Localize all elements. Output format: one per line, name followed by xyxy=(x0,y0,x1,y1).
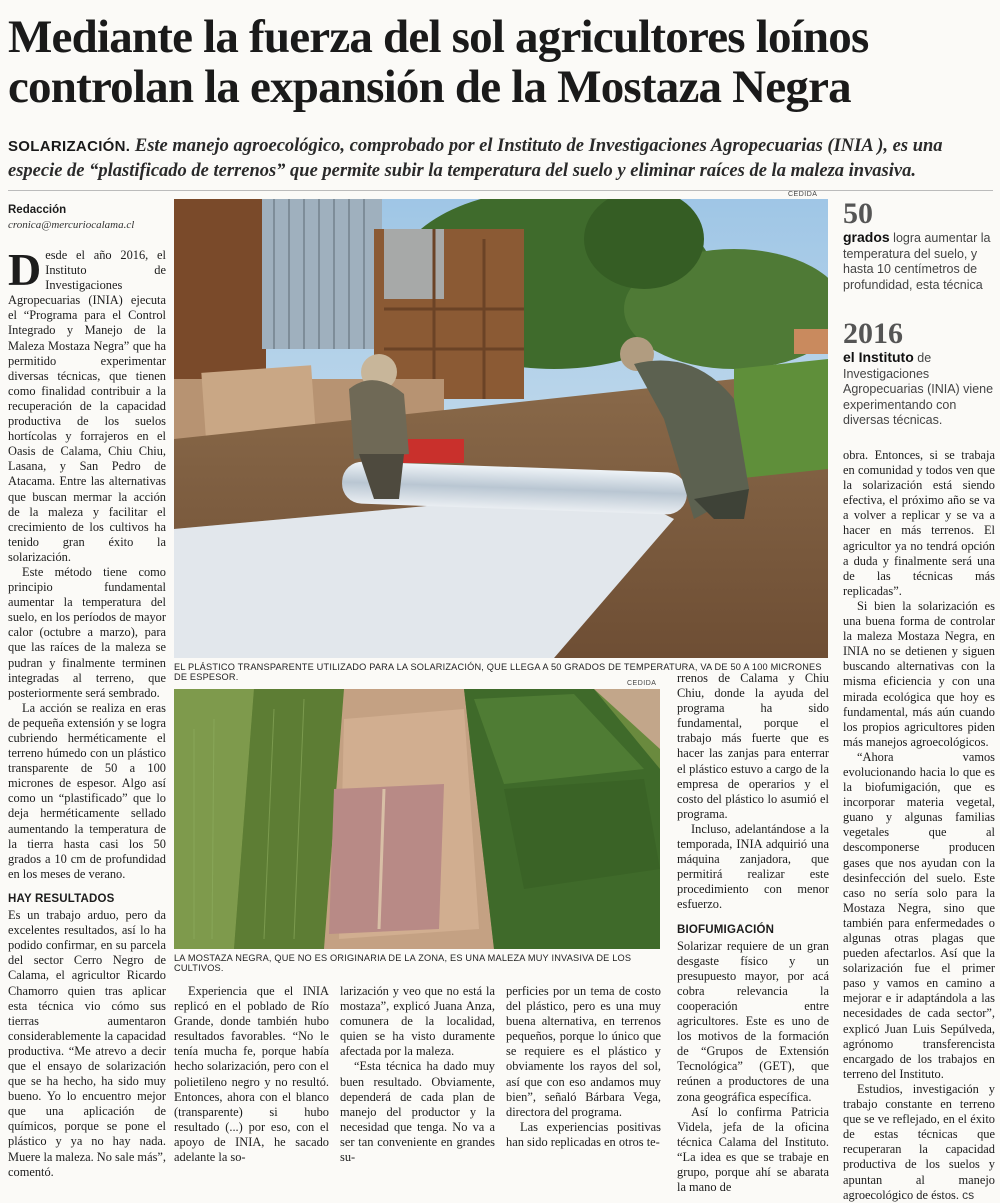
byline-name: Redacción xyxy=(8,204,67,216)
byline-email: cronica@mercuriocalama.cl xyxy=(8,219,135,231)
paragraph: Este método tiene como principio fundamental aumentar la temperatura del suelo, en los períodos de mayor calor (octubre a marzo), para que las raíces de la maleza se pudran y finalmente terminen integradas al terreno, que posteriormente será sembrado. xyxy=(8,564,166,700)
stat-text xyxy=(843,230,995,293)
photo2-caption: LA MOSTAZA NEGRA, QUE NO ES ORIGINARIA DE LA ZONA, ES UNA MALEZA MUY INVASIVA DE LOS CULTIVOS. xyxy=(174,953,632,973)
stat-body: de Investigaciones Agropecuarias (INIA) viene experimentando con diversas técnicas. xyxy=(843,351,994,427)
stat-lead: el Instituto xyxy=(843,349,914,365)
paragraph: Experiencia que el INIA replicó en el poblado de Río Grande, donde también hubo resultados favorables. “No le tenía mucha fe, porque había hecho solarización, pero con el polietileno negro y no resultó. Entonces, ahora con el blanco (transparente) si hubo resultado (...) por eso, con el apoyo de INIA, he sacado adelante la so- xyxy=(174,984,329,1165)
paragraph: rrenos de Calama y Chiu Chiu, donde la ayuda del programa ha sido fundamental, porque el trabajo más fuerte que es hacer las zanjas para enterrar el plástico estuvo a cargo de la empresa de operarios y el costo del plástico lo asumió el programa. xyxy=(677,671,829,821)
paragraph xyxy=(843,1082,995,1203)
stat-box-2016 xyxy=(843,318,995,429)
drop-cap: D xyxy=(8,244,42,295)
deck-text: Este manejo agroecológico, comprobado por el Instituto de Investigaciones Agropecuarias (INIA ), es una especie de “plastificado de terrenos” que permite subir la temperatura del suelo y eliminar raíces de la maleza invasiva. xyxy=(8,136,943,181)
subhead-resultados: HAY RESULTADOS xyxy=(8,892,115,905)
header-rule xyxy=(8,190,993,191)
photo1-caption: EL PLÁSTICO TRANSPARENTE UTILIZADO PARA LA SOLARIZACIÓN, QUE LLEGA A 50 GRADOS DE TEMPERATURA, VA DE 50 A 100 MICRONES DE ESPESOR. xyxy=(174,662,822,682)
paragraph-text: esde el año 2016, el Instituto de Investigaciones Agropecuarias (INIA) ejecuta el “Programa para el Control Integrado y Manejo de la Maleza Mostaza Negra” que ha permitido experimentar diversas técnicas, que tienen como finalidad contribuir a la recuperación de la capacidad productiva de los suelos hortícolas y forrajeros en el Oasis de Calama, Chiu Chiu, Lasana, y San Pedro de Atacama. Entre las alternativas que buscan mermar la acción de la maleza y facilitar el crecimiento de los cultivos ha tenido gran éxito la solarización. xyxy=(8,248,166,564)
photo-solarization-plastic xyxy=(174,199,828,658)
paragraph: larización y veo que no está la mostaza”, explicó Juana Anza, comunera de la localidad, quien se ha visto duramente afectada por la maleza. xyxy=(340,984,495,1059)
paragraph: “Ahora vamos evolucionando hacia lo que es la biofumigación, que es incorporar materia vegetal, guano y algunas familias vegetales que al descomponerse producen gases que nos ayudan con la desinfección del suelo. Este caso no sería solo para la Mostaza Negra, sino que también para enfermedades o algunas otras plagas que pueden afectarlos. Así que la solarización fue el primer paso y vamos en camino a mejorar e ir adaptándola a las necesidades de cada sector”, explicó Juan Luis Sepúlveda, agrónomo transferencista encargado de los trabajos en terreno del Instituto. xyxy=(843,749,995,1081)
stat-lead: grados xyxy=(843,229,890,245)
paragraph: Las experiencias positivas han sido replicadas en otros te- xyxy=(506,1119,661,1149)
subhead-biofumigacion: BIOFUMIGACIÓN xyxy=(677,923,775,936)
paragraph: Solarizar requiere de un gran desgaste físico y un presupuesto mayor, por acá cobra relevancia la cooperación entre agricultores. Este es uno de los motivos de la formación de “Grupos de Extensión Tecnológica” (GET), que reúnen a productores de una zona geográfica específica. xyxy=(677,938,829,1104)
paragraph: Así lo confirma Patricia Videla, jefa de la oficina técnica Calama del Instituto. “La idea es que se trabaje en grupo, porque ahí se abarata la mano de xyxy=(677,1104,829,1195)
article-column-1 xyxy=(8,244,166,1180)
stat-text xyxy=(843,350,995,429)
deck-kicker: SOLARIZACIÓN. xyxy=(8,138,131,155)
article-column-3 xyxy=(340,984,495,1165)
photo2-credit: CEDIDA xyxy=(627,680,657,687)
photo2-image xyxy=(174,689,660,949)
paragraph: perficies por un tema de costo del plástico, pero es una muy buena alternativa, en terrenos pequeños, porque lo único que se requiere es el plástico y obviamente los rayos del sol, así que con eso andamos muy bien”, señaló Bárbara Vega, directora del programa. xyxy=(506,984,661,1119)
article-column-4 xyxy=(506,984,661,1150)
article-column-6 xyxy=(843,448,995,1203)
stat-body: logra aumentar la temperatura del suelo, y hasta 10 centímetros de profundidad, esta técnica xyxy=(843,231,991,292)
paragraph: obra. Entonces, si se trabaja en comunidad y todos ven que la solarización está siendo efectiva, el próximo año se va a volver a replicar y se va a hacer en más terrenos. El agricultor ya no tendrá opción a duda y finalmente será una de las técnicas más replicadas”. xyxy=(843,448,995,598)
paragraph xyxy=(8,244,166,565)
headline: Mediante la fuerza del sol agricultores loínos controlan la expansión de la Mostaza Negra xyxy=(8,11,869,113)
article-column-5 xyxy=(677,671,829,1195)
photo-mustard-field xyxy=(174,689,660,949)
stat-number: 2016 xyxy=(843,317,903,350)
paragraph: La acción se realiza en eras de pequeña extensión y se logra cubriendo herméticamente el terreno húmedo con un plástico transparente de 50 a 100 micrones de espesor. Algo así como un “plastificado” que lo deja herméticamente sellado aumentando la temperatura de la tierra hasta casi los 50 grados a 10 cm de profundidad en los meses de verano. xyxy=(8,700,166,881)
paragraph-text: Estudios, investigación y trabajo constante en terreno que se ve reflejado, en el éxito de estas técnicas que recuperaran la capacidad productiva de los suelos y apuntan al manejo agroecológico de éstos. xyxy=(843,1081,995,1202)
paragraph: Si bien la solarización es una buena forma de controlar la maleza Mostaza Negra, en INIA no se detienen y siguen buscando alternativas con la misma eficiencia y con una mirada ecológica que hoy es fundamental, más aún cuando los propios agricultores piden más manejos agroecológicos. xyxy=(843,598,995,749)
end-mark: cs xyxy=(962,1187,975,1202)
photo1-image xyxy=(174,199,828,658)
photo1-credit: CEDIDA xyxy=(788,191,818,198)
paragraph: “Esta técnica ha dado muy buen resultado. Obviamente, dependerá de cada plan de manejo del productor y la necesidad que tenga. No va a ser tan conveniente en grandes su- xyxy=(340,1059,495,1165)
article-column-2 xyxy=(174,984,329,1165)
deck xyxy=(8,134,993,183)
byline xyxy=(8,203,166,233)
stat-number: 50 xyxy=(843,197,873,230)
paragraph: Es un trabajo arduo, pero da excelentes resultados, así lo ha podido confirmar, en su parcela del sector Cerro Negro de Calama, el agricultor Ricardo Chamorro quien tras aplicar esta técnica vio cómo sus tierras aumentaron considerablemente la capacidad productiva. “Me atrevo a decir que el ensayo de solarización que se ha hecho, ha sido muy bueno. Yo lo encuentro mejor que una aplicación de químicos, porque se pone el plástico y ya no hay nada. Muere la maleza. No sale más”, comentó. xyxy=(8,908,166,1179)
paragraph: Incluso, adelantándose a la temporada, INIA adquirió una máquina zanjadora, que permitirá realizar este procedimiento con menor esfuerzo. xyxy=(677,821,829,912)
stat-box-50 xyxy=(843,198,995,293)
